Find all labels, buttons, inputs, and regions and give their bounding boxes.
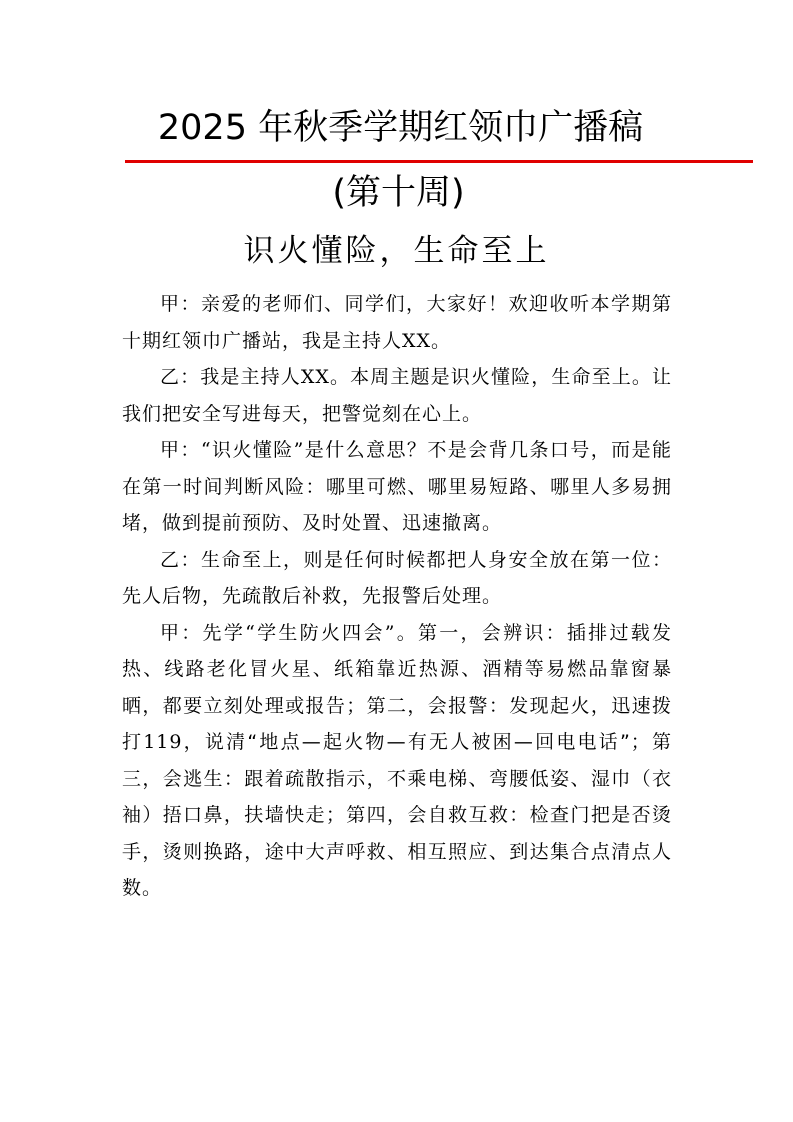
skills-text-2: ；第三，会逃生：跟着疏散指示， [122, 731, 673, 790]
skills-text-3: ，扶墙快走；第四，会自救互救：检查门把是否烫手，烫则换路，途中大声呼救、相互照应、到达集合点清点人数。 [122, 804, 672, 899]
paragraph-life-first: 乙：生命至上，则是任何时候都把人身安全放在第一位：先人后物，先疏散后补救，先报警后处理。 [122, 548, 672, 607]
theme-highlight: 识火懂险，生命至上 [450, 366, 632, 388]
broadcast-theme: 识火懂险，生命至上 [243, 233, 550, 269]
theme-intro-text: 乙：我是主持人XX。本周主题是 [160, 366, 451, 388]
paragraph-four-skills [122, 615, 672, 907]
script-body [122, 286, 672, 907]
week-label: (第十周) [332, 173, 465, 213]
title-divider [125, 160, 753, 163]
skills-text-1: 甲：先学“学生防火四会”。第一，会辨识：插排过载发热、线路老化冒火星、纸箱靠近热源、酒精等易燃品靠窗暴晒，都要立刻处理或报告；第二，会报警：发现起火，迅速拨打119，说清 [122, 621, 672, 753]
escape-tips-highlight: 不乘电梯、弯腰低姿、湿巾（衣袖）捂口鼻 [122, 767, 672, 826]
paragraph-greeting: 甲：亲爱的老师们、同学们，大家好！欢迎收听本学期第十期红领巾广播站，我是主持人XX。 [122, 293, 672, 352]
page-title: 2025 年秋季学期红领巾广播稿 [157, 108, 644, 148]
theme-outro-text: 。让我们把安全写进每天，把警觉刻在心上。 [122, 366, 672, 425]
paragraph-meaning: 甲：“识火懂险”是什么意思？不是会背几条口号，而是能在第一时间判断风险：哪里可燃、哪里易短路、哪里人多易拥堵，做到提前预防、及时处置、迅速撤离。 [122, 439, 672, 534]
paragraph-theme [122, 359, 672, 432]
report-info-highlight: “地点—起火物—有无人被困—回电电话” [247, 731, 631, 753]
